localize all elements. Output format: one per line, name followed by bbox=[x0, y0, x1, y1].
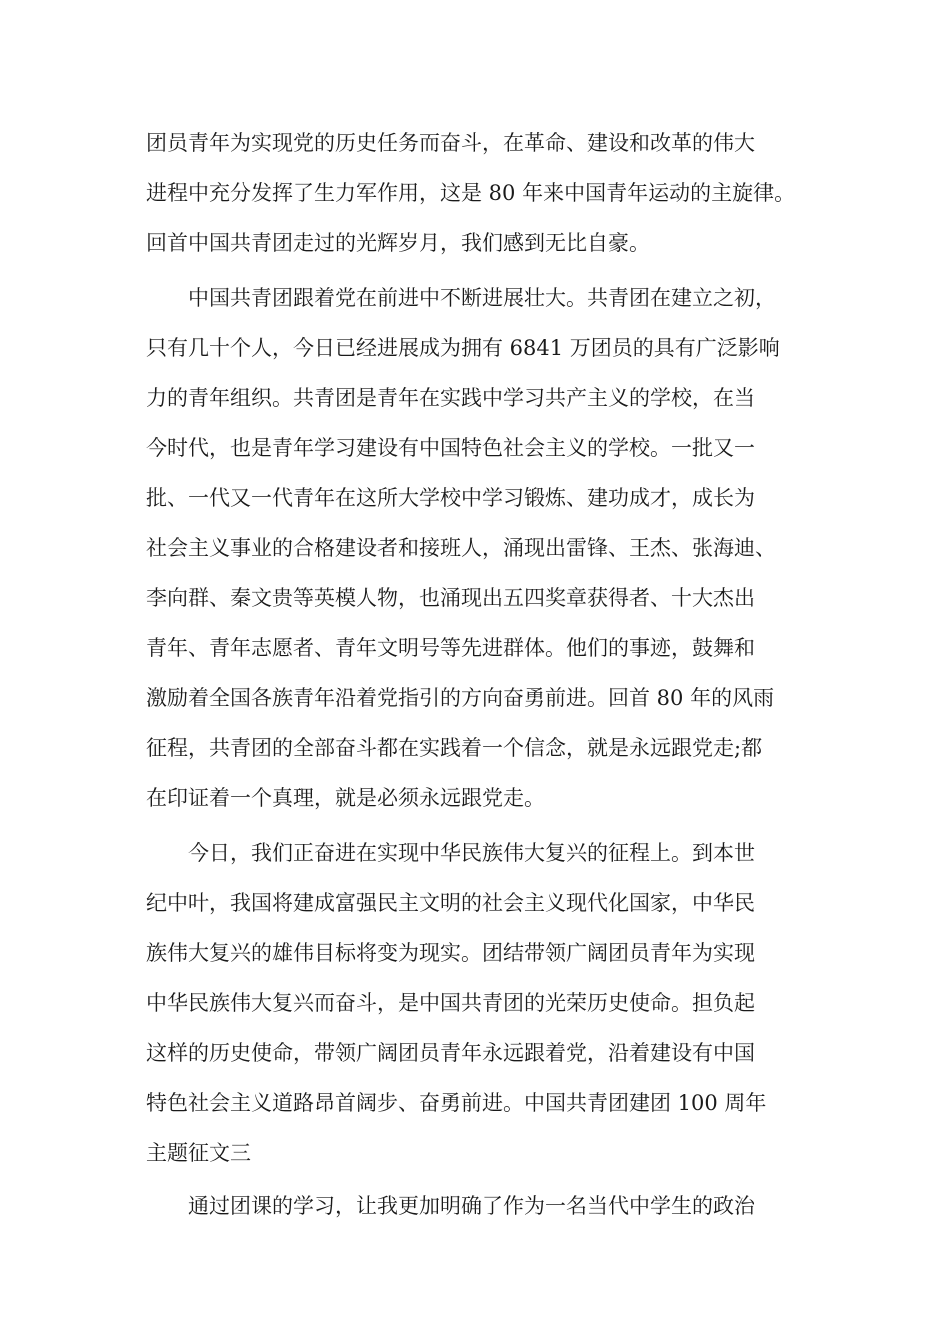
text-line: 征程，共青团的全部奋斗都在实践着一个信念，就是永远跟党走;都 bbox=[146, 736, 763, 760]
text-line: 回首中国共青团走过的光辉岁月，我们感到无比自豪。 bbox=[146, 231, 650, 255]
text-line: 只有几十个人，今日已经进展成为拥有 6841 万团员的具有广泛影响 bbox=[146, 336, 780, 360]
text-line: 李向群、秦文贵等英模人物，也涌现出五四奖章获得者、十大杰出 bbox=[146, 586, 755, 610]
text-line: 中华民族伟大复兴而奋斗，是中国共青团的光荣历史使命。担负起 bbox=[146, 991, 755, 1015]
text-line: 族伟大复兴的雄伟目标将变为现实。团结带领广阔团员青年为实现 bbox=[146, 941, 755, 965]
text-line: 激励着全国各族青年沿着党指引的方向奋勇前进。回首 80 年的风雨 bbox=[146, 686, 775, 710]
text-line: 力的青年组织。共青团是青年在实践中学习共产主义的学校，在当 bbox=[146, 386, 755, 410]
text-line: 纪中叶，我国将建成富强民主文明的社会主义现代化国家，中华民 bbox=[146, 891, 755, 915]
text-line: 社会主义事业的合格建设者和接班人，涌现出雷锋、王杰、张海迪、 bbox=[146, 536, 776, 560]
text-line: 特色社会主义道路昂首阔步、奋勇前进。中国共青团建团 100 周年 bbox=[146, 1091, 767, 1115]
text-line: 这样的历史使命，带领广阔团员青年永远跟着党，沿着建设有中国 bbox=[146, 1041, 755, 1065]
paragraph-first-line: 中国共青团跟着党在前进中不断进展壮大。共青团在建立之初， bbox=[188, 286, 776, 310]
text-line: 在印证着一个真理，就是必须永远跟党走。 bbox=[146, 786, 545, 810]
text-line: 青年、青年志愿者、青年文明号等先进群体。他们的事迹，鼓舞和 bbox=[146, 636, 755, 660]
text-line: 今时代，也是青年学习建设有中国特色社会主义的学校。一批又一 bbox=[146, 436, 755, 460]
text-line: 主题征文三 bbox=[146, 1141, 251, 1165]
text-line: 团员青年为实现党的历史任务而奋斗，在革命、建设和改革的伟大 bbox=[146, 131, 755, 155]
text-line: 进程中充分发挥了生力军作用，这是 80 年来中国青年运动的主旋律。 bbox=[146, 181, 796, 205]
paragraph-first-line: 通过团课的学习，让我更加明确了作为一名当代中学生的政治 bbox=[188, 1194, 755, 1218]
paragraph-first-line: 今日，我们正奋进在实现中华民族伟大复兴的征程上。到本世 bbox=[188, 841, 755, 865]
text-line: 批、一代又一代青年在这所大学校中学习锻炼、建功成才，成长为 bbox=[146, 486, 755, 510]
